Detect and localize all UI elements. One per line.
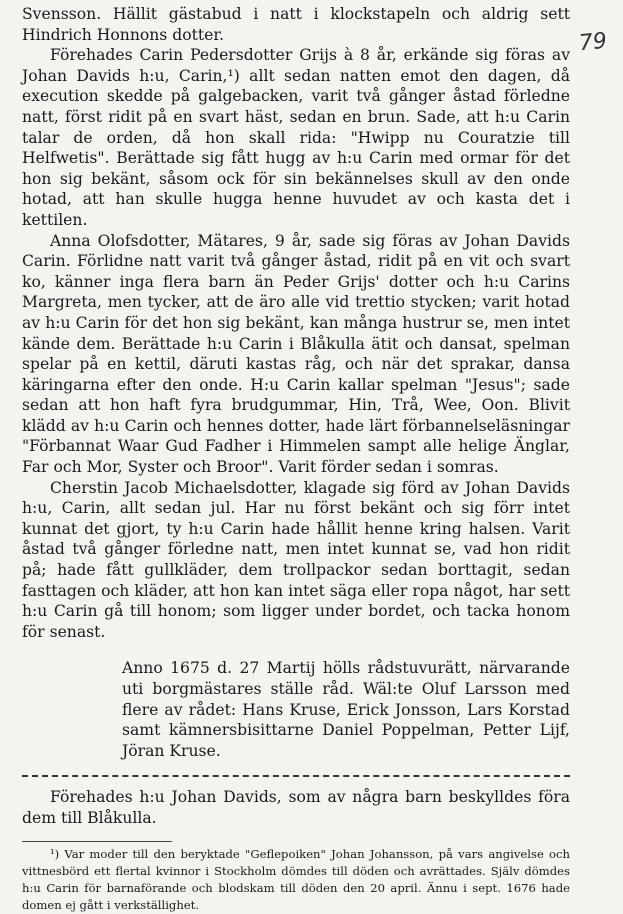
- footnote-rule: [22, 841, 172, 842]
- paragraph-2: Förehades Carin Pedersdotter Grijs à 8 år, erkände sig föras av Johan Davids h:u, Carin,¹) allt sedan natten emot den dagen, då execution skedde på galgebacken, varit två gånger åstad förledne natt, först ridit på en svart häst, sedan en brun. Sade, att h:u Carin talar de orden, då hon skall rida: "Hwipp nu Couratzie till Helfwetis". Berättade sig fått hugg av h:u Carin med ormar för det hon sig bekänt, såsom ock för sin bekännelses skull av den onde hotad, att han skulle hugga henne huvudet av och kasta det i kettilen.: [22, 46, 570, 229]
- paragraph-4: Cherstin Jacob Michaelsdotter, klagade sig förd av Johan Davids h:u, Carin, allt sedan jul. Har nu först bekänt och sig förr intet kunnat det gjort, ty h:u Carin hade hållit henne kring halsen. Varit åstad två gånger förledne natt, men intet kunnat se, vad hon ridit på; hade fått gullkläder, dem trollpackor sedan borttagit, sedan fasttagen och kläder, att hon kan intet säga eller ropa något, har sett h:u Carin gå till honom; som ligger under bordet, och tacka honom för senast.: [22, 478, 570, 641]
- handwritten-page-number: 79: [577, 28, 609, 57]
- paragraph-1: Svensson. Hällit gästabud i natt i klockstapeln och aldrig sett Hindrich Honnons dotter.: [22, 5, 570, 44]
- document-page: [22, 4, 570, 914]
- court-session-notice: Anno 1675 d. 27 Martij hölls rådstuvurätt, närvarande uti borgmästares ställe råd. Wäl:te Oluf Larsson med flere av rådet: Hans Kruse, Erick Jonsson, Lars Korstad samt kämnersbisittarne Daniel Poppelman, Petter Lijf, Jöran Kruse.: [122, 659, 570, 760]
- paragraph-after-separator: Förehades h:u Johan Davids, som av några barn beskylldes föra dem till Blåkulla.: [22, 788, 570, 827]
- dashed-separator: [22, 775, 570, 777]
- paragraph-3: Anna Olofsdotter, Mätares, 9 år, sade sig föras av Johan Davids Carin. Förlidne natt varit två gånger åstad, ridit på en vit och svart ko, känner inga flera barn än Peder Grijs' dotter och h:u Carins Margreta, men tycker, att de äro alle vid trettio stycken; varit hotad av h:u Carin för det hon sig bekänt, kan många hustrur se, men intet kände dem. Berättade h:u Carin i Blåkulla ätit och dansat, spelman spelar på en kettil, däruti kastas råg, och när det sprakar, dansa käringarna efter den onde. H:u Carin kallar spelman "Jesus"; sade sedan att hon haft fyra brudgummar, Hin, Trå, Wee, Oon. Blivit klädd av h:u Carin och hennes dotter, hade lärt förbannelseläsningar "Förbannat Waar Gud Fadher i Himmelen sampt alle helige Änglar, Far och Mor, Syster och Broor". Varit förder sedan i somras.: [22, 231, 570, 477]
- footnote-1: ¹) Var moder till den beryktade "Geflepoiken" Johan Johansson, på vars angivelse och vittnesbörd ett flertal kvinnor i Stockholm dömdes till döden och avrättades. Själv dömdes h:u Carin för barnaförande och blodskam till döden den 20 april. Ännu i sept. 1676 hade domen ej gått i verkställighet.: [22, 846, 570, 912]
